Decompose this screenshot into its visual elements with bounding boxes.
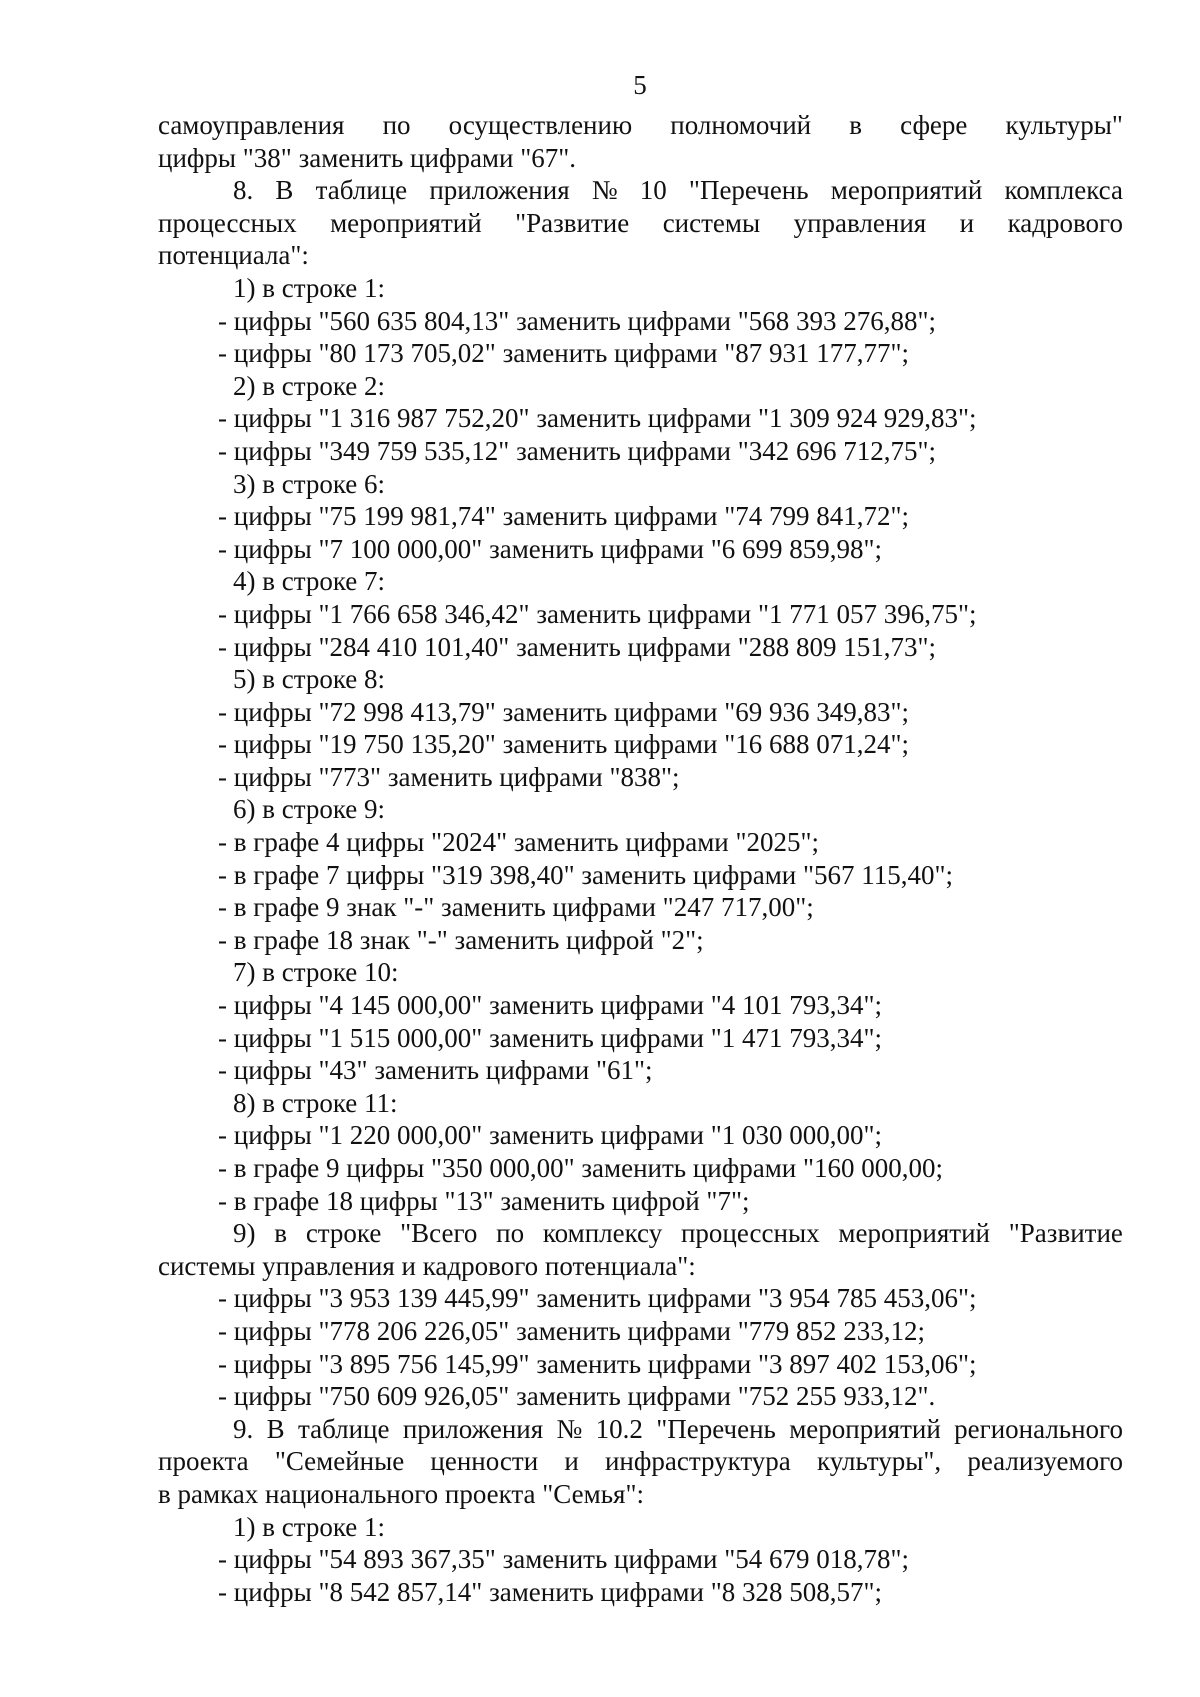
amendment-item: - цифры "54 893 367,35" заменить цифрами "54 679 018,78"; bbox=[218, 1544, 910, 1575]
text-line: цифры "38" заменить цифрами "67". bbox=[158, 142, 577, 173]
subitem-heading: 7) в строке 10: bbox=[233, 957, 399, 988]
amendment-item: - цифры "7 100 000,00" заменить цифрами "6 699 859,98"; bbox=[218, 533, 883, 564]
amendment-item: - в графе 7 цифры "319 398,40" заменить цифрами "567 115,40"; bbox=[218, 859, 954, 890]
amendment-item: - в графе 9 цифры "350 000,00" заменить цифрами "160 000,00; bbox=[218, 1153, 944, 1183]
justified-text-line: 8. В таблице приложения № 10 "Перечень мероприятий комплекса bbox=[233, 175, 1123, 206]
subitem-heading: 3) в строке 6: bbox=[233, 468, 386, 499]
amendment-item: - цифры "560 635 804,13" заменить цифрами "568 393 276,88"; bbox=[218, 305, 937, 336]
subitem-heading: 8) в строке 11: bbox=[233, 1087, 398, 1118]
amendment-item: - в графе 4 цифры "2024" заменить цифрами "2025"; bbox=[218, 827, 820, 858]
amendment-item: - цифры "1 220 000,00" заменить цифрами "1 030 000,00"; bbox=[218, 1120, 883, 1151]
page-number: 5 bbox=[633, 70, 647, 100]
text-line: в рамках национального проекта "Семья": bbox=[158, 1478, 644, 1509]
amendment-item: - цифры "1 515 000,00" заменить цифрами "1 471 793,34"; bbox=[218, 1022, 883, 1053]
justified-text-line: 9. В таблице приложения № 10.2 "Перечень мероприятий регионального bbox=[233, 1413, 1123, 1444]
subitem-heading: 6) в строке 9: bbox=[233, 794, 386, 825]
amendment-item: - цифры "75 199 981,74" заменить цифрами "74 799 841,72"; bbox=[218, 501, 910, 532]
amendment-item: - цифры "284 410 101,40" заменить цифрами "288 809 151,73"; bbox=[218, 631, 937, 662]
amendment-item: - цифры "750 609 926,05" заменить цифрами "752 255 933,12". bbox=[218, 1381, 936, 1412]
justified-text-line: процессных мероприятий "Развитие системы управления и кадрового bbox=[158, 207, 1123, 238]
document-body bbox=[158, 109, 1123, 1608]
subitem-heading: 1) в строке 1: bbox=[233, 272, 386, 303]
amendment-item: - цифры "1 766 658 346,42" заменить цифрами "1 771 057 396,75"; bbox=[218, 598, 977, 629]
justified-text-line: 9) в строке "Всего по комплексу процессных мероприятий "Развитие bbox=[233, 1218, 1123, 1249]
amendment-item: - цифры "4 145 000,00" заменить цифрами "4 101 793,34"; bbox=[218, 990, 883, 1021]
amendment-item: - цифры "43" заменить цифрами "61"; bbox=[218, 1055, 653, 1086]
amendment-item: - цифры "1 316 987 752,20" заменить цифрами "1 309 924 929,83"; bbox=[218, 403, 977, 434]
subitem-heading: 1) в строке 1: bbox=[233, 1511, 386, 1542]
text-line: системы управления и кадрового потенциала": bbox=[158, 1250, 696, 1281]
amendment-item: - в графе 18 цифры "13" заменить цифрой "7"; bbox=[218, 1185, 750, 1216]
amendment-item: - цифры "72 998 413,79" заменить цифрами "69 936 349,83"; bbox=[218, 696, 910, 727]
amendment-item: - цифры "3 895 756 145,99" заменить цифрами "3 897 402 153,06"; bbox=[218, 1348, 977, 1379]
justified-text-line: проекта "Семейные ценности и инфраструктура культуры", реализуемого bbox=[158, 1446, 1123, 1477]
text-line: потенциала": bbox=[158, 240, 309, 271]
subitem-heading: 2) в строке 2: bbox=[233, 370, 386, 401]
amendment-item: - цифры "3 953 139 445,99" заменить цифрами "3 954 785 453,06"; bbox=[218, 1283, 977, 1314]
justified-text-line: самоуправления по осуществлению полномочий в сфере культуры" bbox=[158, 110, 1123, 140]
amendment-item: - в графе 9 знак "-" заменить цифрами "247 717,00"; bbox=[218, 892, 814, 923]
amendment-item: - цифры "80 173 705,02" заменить цифрами "87 931 177,77"; bbox=[218, 338, 910, 369]
subitem-heading: 5) в строке 8: bbox=[233, 664, 386, 695]
amendment-item: - в графе 18 знак "-" заменить цифрой "2"; bbox=[218, 924, 704, 955]
amendment-item: - цифры "773" заменить цифрами "838"; bbox=[218, 761, 680, 792]
subitem-heading: 4) в строке 7: bbox=[233, 566, 386, 597]
amendment-item: - цифры "19 750 135,20" заменить цифрами "16 688 071,24"; bbox=[218, 729, 910, 760]
amendment-item: - цифры "778 206 226,05" заменить цифрами "779 852 233,12; bbox=[218, 1315, 925, 1346]
amendment-item: - цифры "8 542 857,14" заменить цифрами "8 328 508,57"; bbox=[218, 1576, 883, 1607]
amendment-item: - цифры "349 759 535,12" заменить цифрами "342 696 712,75"; bbox=[218, 435, 937, 466]
